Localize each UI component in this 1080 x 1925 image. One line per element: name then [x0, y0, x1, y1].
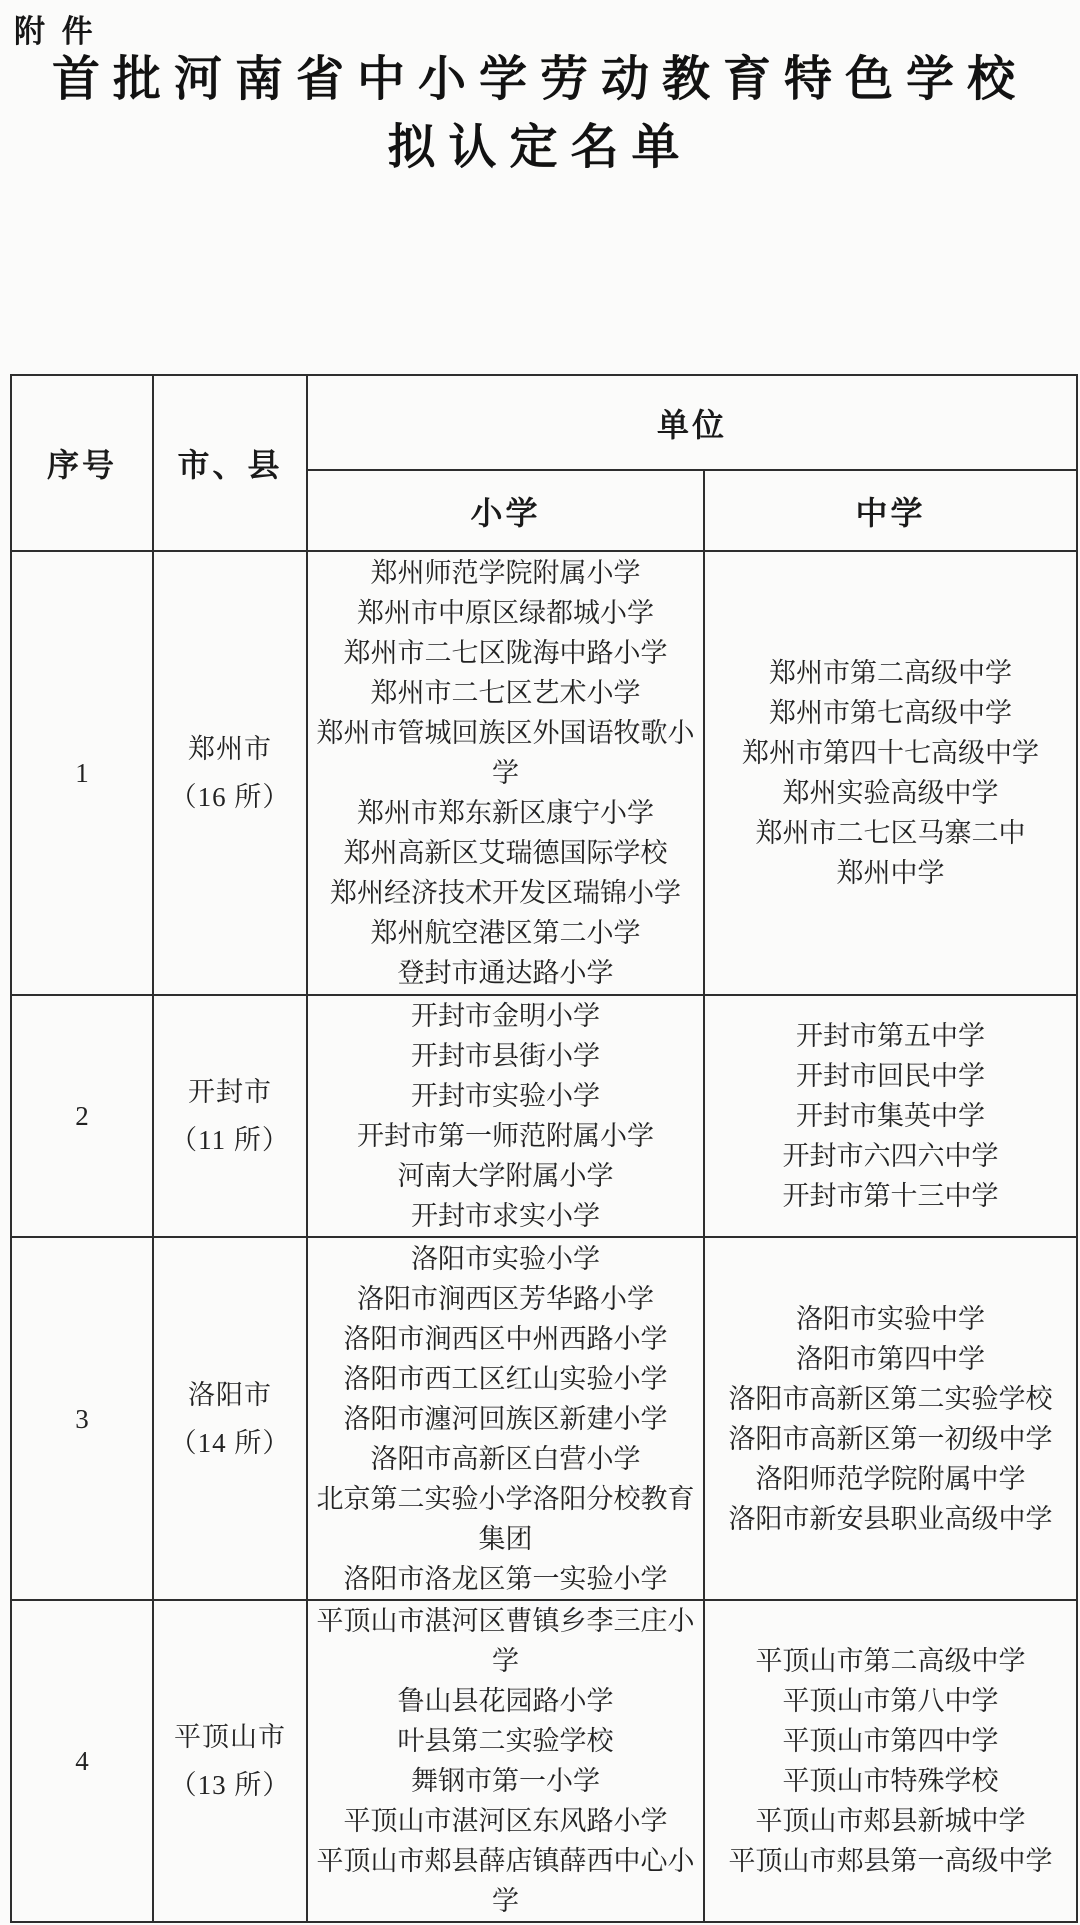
school-name: 郑州市中原区绿都城小学 [357, 598, 654, 628]
region-name: 开封市 [188, 1077, 272, 1107]
school-name: 洛阳市涧西区芳华路小学 [357, 1283, 654, 1314]
school-name: 洛阳市洛龙区第一实验小学 [343, 1563, 668, 1594]
primary-schools-cell [307, 995, 704, 1237]
school-name: 郑州实验高级中学 [782, 778, 999, 808]
secondary-schools-cell [704, 995, 1077, 1237]
region-name: 平顶山市 [174, 1722, 286, 1752]
school-name: 舞钢市第一小学 [411, 1766, 600, 1796]
school-name: 郑州市第二高级中学 [769, 658, 1012, 688]
region-count: （13 所） [169, 1770, 291, 1800]
primary-schools-cell [307, 1237, 704, 1600]
header-row-1 [11, 375, 1077, 470]
school-name: 郑州师范学院附属小学 [370, 558, 641, 588]
school-name: 开封市求实小学 [411, 1201, 600, 1231]
school-name: 郑州市郑东新区康宁小学 [357, 798, 654, 828]
school-name: 郑州市二七区艺术小学 [370, 678, 641, 708]
school-name: 叶县第二实验学校 [397, 1726, 614, 1756]
schools-table [10, 374, 1078, 1923]
school-name: 开封市回民中学 [796, 1061, 985, 1091]
school-name: 郑州市二七区马寨二中 [755, 818, 1026, 848]
school-name: 洛阳市高新区第一初级中学 [728, 1423, 1053, 1454]
school-name: 开封市第十三中学 [782, 1181, 999, 1211]
row-index-cell: 1 [11, 551, 153, 995]
school-name: 平顶山市第二高级中学 [755, 1646, 1026, 1676]
school-name: 开封市六四六中学 [782, 1141, 999, 1171]
school-name: 平顶山市湛河区东风路小学 [343, 1806, 668, 1836]
table-header [11, 375, 1077, 551]
table-row [11, 995, 1077, 1237]
school-name: 洛阳市高新区第二实验学校 [728, 1383, 1053, 1414]
school-name: 郑州市二七区陇海中路小学 [343, 638, 668, 668]
header-unit: 单位 [307, 375, 1077, 470]
table-row [11, 1237, 1077, 1600]
school-name: 平顶山市第八中学 [782, 1686, 999, 1716]
region-count: （11 所） [170, 1125, 290, 1155]
school-name: 郑州市第七高级中学 [769, 698, 1012, 728]
school-name: 洛阳市实验小学 [411, 1243, 600, 1274]
region-count: （16 所） [169, 782, 291, 812]
secondary-schools-cell [704, 1600, 1077, 1922]
school-name: 开封市第一师范附属小学 [357, 1121, 654, 1151]
school-name: 郑州高新区艾瑞德国际学校 [343, 838, 668, 868]
table-body [11, 551, 1077, 1922]
row-index-cell: 4 [11, 1600, 153, 1922]
school-name: 开封市县街小学 [411, 1041, 600, 1071]
school-name: 洛阳市瀍河回族区新建小学 [343, 1403, 668, 1434]
school-name: 郑州经济技术开发区瑞锦小学 [330, 878, 681, 908]
school-name: 平顶山市特殊学校 [782, 1766, 999, 1796]
row-region-cell [153, 995, 307, 1237]
school-name: 平顶山市郏县第一高级中学 [728, 1846, 1053, 1876]
title-line-1: 首批河南省中小学劳动教育特色学校 [51, 53, 1028, 106]
row-region-cell [153, 1600, 307, 1922]
header-index: 序号 [11, 375, 153, 551]
row-region-cell [153, 551, 307, 995]
region-name: 郑州市 [188, 734, 272, 764]
secondary-schools-cell [704, 1237, 1077, 1600]
school-name: 开封市实验小学 [411, 1081, 600, 1111]
primary-schools-cell [307, 551, 704, 995]
school-name: 洛阳市第四中学 [796, 1343, 985, 1374]
school-name: 洛阳师范学院附属中学 [755, 1463, 1026, 1494]
school-name: 郑州市管城回族区外国语牧歌小学 [316, 718, 695, 788]
school-name: 鲁山县花园路小学 [397, 1686, 614, 1716]
school-name: 郑州航空港区第二小学 [370, 918, 641, 948]
row-region-cell [153, 1237, 307, 1600]
attachment-label: 附 件 [14, 14, 97, 49]
row-index-cell: 2 [11, 995, 153, 1237]
school-name: 开封市第五中学 [796, 1021, 985, 1051]
school-name: 开封市集英中学 [796, 1101, 985, 1131]
school-name: 洛阳市涧西区中州西路小学 [343, 1323, 668, 1354]
school-name: 平顶山市郏县薛店镇薛西中心小学 [316, 1846, 695, 1916]
secondary-schools-cell [704, 551, 1077, 995]
table-row [11, 551, 1077, 995]
table-row [11, 1600, 1077, 1922]
header-region: 市、县 [153, 375, 307, 551]
title-line-2: 拟认定名单 [387, 121, 693, 174]
header-primary-school: 小学 [307, 470, 704, 551]
school-name: 开封市金明小学 [411, 1001, 600, 1031]
school-name: 河南大学附属小学 [397, 1161, 614, 1191]
document-title [0, 46, 1080, 182]
school-name: 洛阳市新安县职业高级中学 [728, 1503, 1053, 1534]
school-name: 登封市通达路小学 [397, 958, 614, 988]
school-name: 洛阳市实验中学 [796, 1303, 985, 1334]
region-name: 洛阳市 [188, 1379, 272, 1410]
header-secondary-school: 中学 [704, 470, 1077, 551]
row-index-cell: 3 [11, 1237, 153, 1600]
school-name: 平顶山市第四中学 [782, 1726, 999, 1756]
region-count: （14 所） [169, 1427, 291, 1458]
school-name: 郑州中学 [836, 858, 945, 888]
school-name: 郑州市第四十七高级中学 [742, 738, 1039, 768]
school-name: 北京第二实验小学洛阳分校教育集团 [316, 1483, 695, 1554]
school-name: 平顶山市湛河区曹镇乡李三庄小学 [316, 1606, 695, 1676]
school-name: 平顶山市郏县新城中学 [755, 1806, 1026, 1836]
school-name: 洛阳市高新区白营小学 [370, 1443, 641, 1474]
school-name: 洛阳市西工区红山实验小学 [343, 1363, 668, 1394]
primary-schools-cell [307, 1600, 704, 1922]
